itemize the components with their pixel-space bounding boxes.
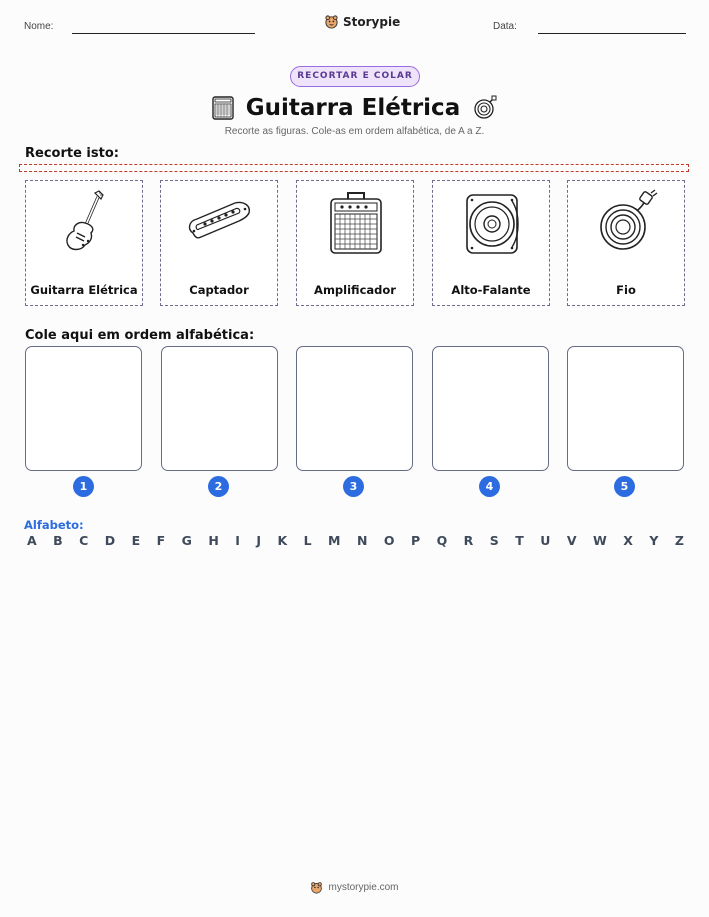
amplifier-icon [326,189,386,259]
paste-box-3[interactable] [296,346,413,471]
date-line[interactable] [538,33,686,34]
name-line[interactable] [72,33,255,34]
alphabet-letter: U [540,533,551,548]
alphabet-letter: N [356,533,368,548]
storypie-mascot-icon [324,14,339,29]
alphabet-letter: P [410,533,421,548]
cable-icon [597,189,659,259]
paste-heading: Cole aqui em ordem alfabética: [25,328,255,343]
alphabet-letter: Y [649,533,659,548]
pickup-icon [185,189,255,259]
alphabet-letter: O [383,533,395,548]
speaker-icon [462,189,524,259]
amplifier-icon [212,95,234,121]
cut-card-cable[interactable] [567,180,685,306]
instructions: Recorte as figuras. Cole-as em ordem alfabética, de A a Z. [224,126,485,137]
paste-number-3: 3 [343,476,364,497]
alphabet-letter: G [181,533,192,548]
alphabet-letter: T [515,533,524,548]
alphabet-row [27,533,684,548]
alphabet-letter: H [208,533,219,548]
alphabet-letter: F [156,533,166,548]
brand-name: Storypie [343,14,401,29]
cut-card-pickup[interactable] [160,180,278,306]
paste-box-2[interactable] [161,346,278,471]
paste-box-1[interactable] [25,346,142,471]
alphabet-letter: X [623,533,633,548]
alphabet-letter: R [463,533,474,548]
activity-badge: RECORTAR E COLAR [290,66,420,87]
storypie-mascot-icon [310,881,323,894]
alphabet-letter: L [303,533,312,548]
card-label: Alto-Falante [451,283,531,297]
alphabet-letter: I [235,533,240,548]
alphabet-letter: J [256,533,262,548]
card-label: Captador [189,283,249,297]
alphabet-letter: M [328,533,341,548]
alphabet-letter: V [566,533,577,548]
alphabet-letter: Z [674,533,684,548]
paste-number-2: 2 [208,476,229,497]
date-label: Data: [493,21,517,32]
paste-number-1: 1 [73,476,94,497]
cable-icon [472,95,498,121]
alphabet-letter: K [277,533,288,548]
paste-number-4: 4 [479,476,500,497]
page-title: Guitarra Elétrica [245,95,461,121]
cut-card-speaker[interactable] [432,180,550,306]
brand-logo [324,14,400,29]
footer [0,881,709,894]
alphabet-letter: S [489,533,499,548]
paste-box-5[interactable] [567,346,684,471]
alphabet-letter: C [79,533,89,548]
name-label: Nome: [24,21,54,32]
card-label: Fio [616,283,636,297]
alphabet-letter: Q [436,533,448,548]
cut-heading: Recorte isto: [25,146,119,161]
alphabet-letter: E [131,533,141,548]
alphabet-letter: A [27,533,37,548]
alphabet-heading: Alfabeto: [24,518,84,532]
paste-box-4[interactable] [432,346,549,471]
cut-line [19,164,689,172]
electric-guitar-icon [55,189,115,259]
title-row [200,92,510,124]
alphabet-letter: B [53,533,63,548]
card-label: Guitarra Elétrica [30,283,138,297]
footer-url[interactable]: mystorypie.com [328,882,399,893]
alphabet-letter: W [592,533,607,548]
cut-card-guitar[interactable] [25,180,143,306]
cut-card-amplifier[interactable] [296,180,414,306]
paste-number-5: 5 [614,476,635,497]
alphabet-letter: D [104,533,116,548]
card-label: Amplificador [314,283,396,297]
